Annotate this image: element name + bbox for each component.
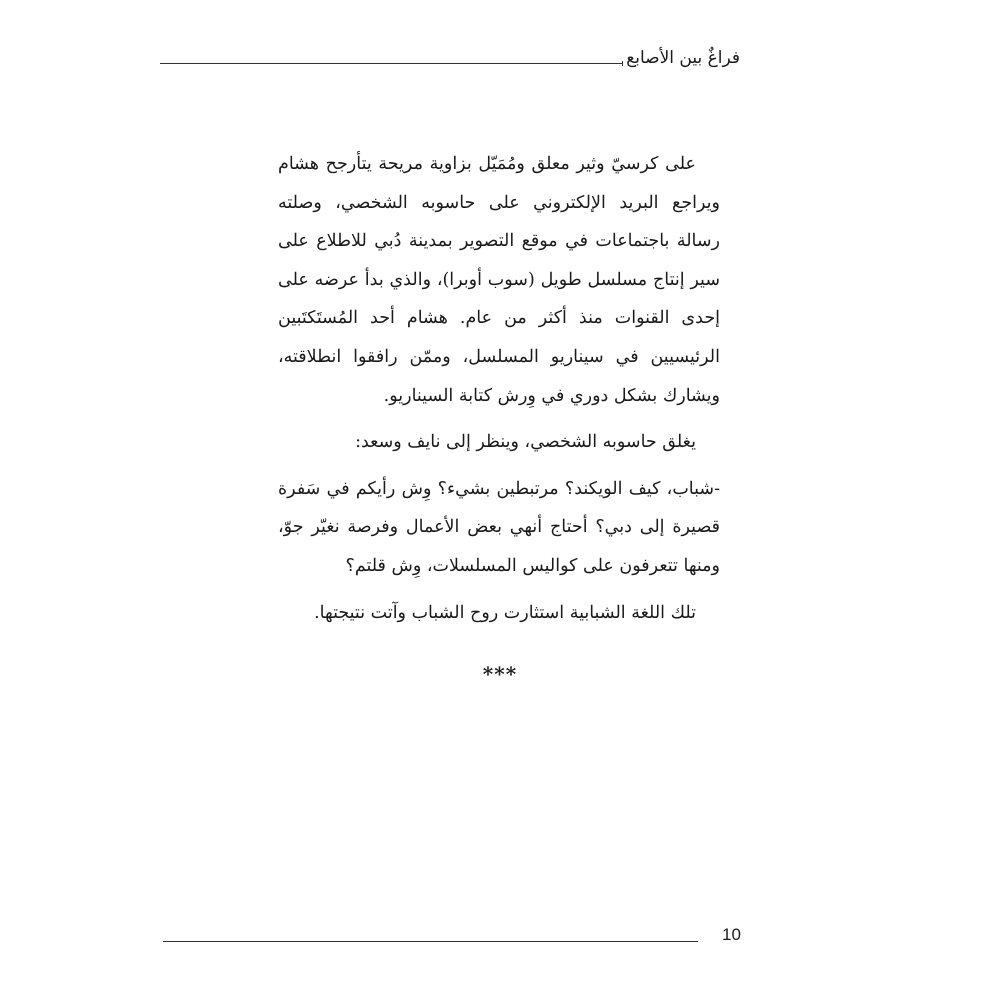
paragraph-2: يغلق حاسوبه الشخصي، وينظر إلى نايف وسعد: <box>355 432 696 453</box>
header-title: فراغٌ بين الأصابع <box>626 48 740 68</box>
section-separator: *** <box>482 662 518 686</box>
body-text <box>278 145 720 640</box>
page-number: 10 <box>722 925 741 944</box>
paragraph-3-dialog: -شباب، كيف الويكند؟ مرتبطين بشيء؟ وِش رأيكم في سَفرة قصيرة إلى دبي؟ أحتاج أنهي بعض الأعمال وفرصة نغيّر جوّ، ومنها تتعرفون على كواليس المسلسلات، وِش قلتم؟ <box>278 478 720 576</box>
footer-rule <box>163 941 698 942</box>
running-header <box>160 44 740 80</box>
paragraph-4: تلك اللغة الشبابية استثارت روح الشباب وآتت نتيجتها. <box>314 602 696 623</box>
header-rule <box>160 63 622 64</box>
paragraph-1: على كرسيّ وثير معلق ومُمَيّل بزاوية مريحة يتأرجح هشام ويراجع البريد الإلكتروني على حاسوبه الشخصي، وصلته رسالة باجتماعات في موقع التصوير بمدينة دُبي للاطلاع على سير إنتاج مسلسل طويل (سوب أوبرا)، والذي بدأ عرضه على إحدى القنوات منذ أكثر من عام. هشام أحد المُستَكتَبين الرئيسيين في سيناريو المسلسل، وممّن رافقوا انطلاقته، ويشارك بشكل دوري في وِرش كتابة السيناريو. <box>278 154 720 406</box>
